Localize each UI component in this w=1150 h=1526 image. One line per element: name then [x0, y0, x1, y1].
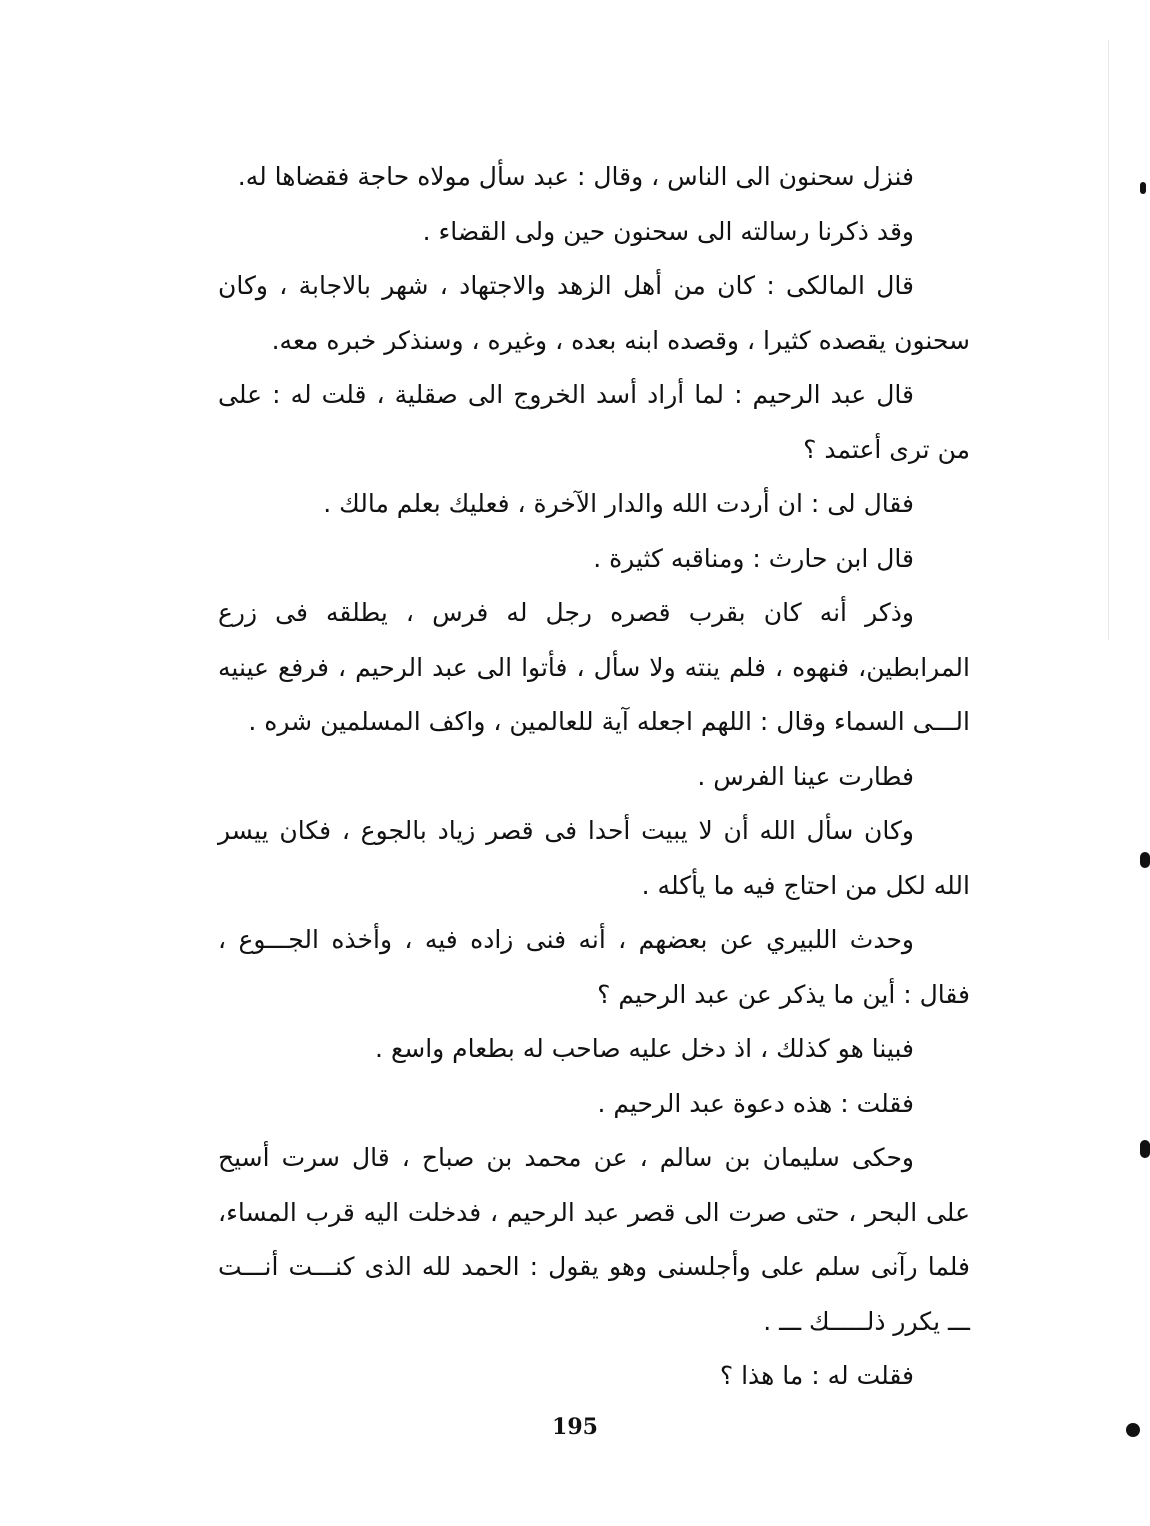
paragraph: فطارت عينا الفرس . [697, 761, 914, 791]
paragraph: قال عبد الرحيم : لما أراد أسد الخروج الى صقلية ، قلت له : على من ترى أعتمد ؟ [218, 380, 970, 464]
paragraph: فقلت : هذه دعوة عبد الرحيم . [597, 1088, 914, 1118]
body-text [218, 150, 970, 1404]
paragraph: فقلت له : ما هذا ؟ [719, 1361, 914, 1390]
scan-mark [1140, 182, 1146, 194]
paragraph: وقد ذكرنا رسالته الى سحنون حين ولى القضاء . [422, 216, 914, 246]
paragraph: وحدث اللبيري عن بعضهم ، أنه فنى زاده فيه ، وأخذه الجـــوع ، فقال : أين ما يذكر عن عبد الرحيم ؟ [218, 925, 970, 1009]
page-number: 195 [552, 1414, 598, 1440]
paragraph: وكان سأل الله أن لا يبيت أحدا فى قصر زياد بالجوع ، فكان ييسر الله لكل من احتاج فيه ما يأكله . [218, 816, 970, 900]
paragraph: فنزل سحنون الى الناس ، وقال : عبد سأل مولاه حاجة فقضاها له. [237, 162, 914, 191]
paragraph: قال ابن حارث : ومناقبه كثيرة . [593, 543, 914, 573]
paragraph: فبينا هو كذلك ، اذ دخل عليه صاحب له بطعام واسع . [375, 1034, 914, 1063]
scan-mark [1126, 1423, 1140, 1437]
scan-edge-line [1108, 40, 1109, 640]
scan-mark [1140, 1140, 1150, 1158]
paragraph: فقال لى : ان أردت الله والدار الآخرة ، فعليك بعلم مالك . [323, 489, 914, 518]
paragraph: وحكى سليمان بن سالم ، عن محمد بن صباح ، قال سرت أسيح على البحر ، حتى صرت الى قصر عبد الرحيم ، فدخلت اليه قرب المساء، فلما رآنى سلم على وأجلسنى وهو يقول : الحمد لله الذى كنـــت أنـــت ـــ يكرر ذلـــــك ـــ . [218, 1143, 970, 1336]
paragraph: قال المالكى : كان من أهل الزهد والاجتهاد ، شهر بالاجابة ، وكان سحنون يقصده كثيرا ، وقصده ابنه بعده ، وغيره ، وسنذكر خبره معه. [218, 271, 970, 355]
scan-mark [1140, 852, 1150, 868]
paragraph: وذكر أنه كان بقرب قصره رجل له فرس ، يطلقه فى زرع المرابطين، فنهوه ، فلم ينته ولا سأل ، فأتوا الى عبد الرحيم ، فرفع عينيه الـــى السماء وقال : اللهم اجعله آية للعالمين ، واكف المسلمين شره . [218, 598, 970, 736]
